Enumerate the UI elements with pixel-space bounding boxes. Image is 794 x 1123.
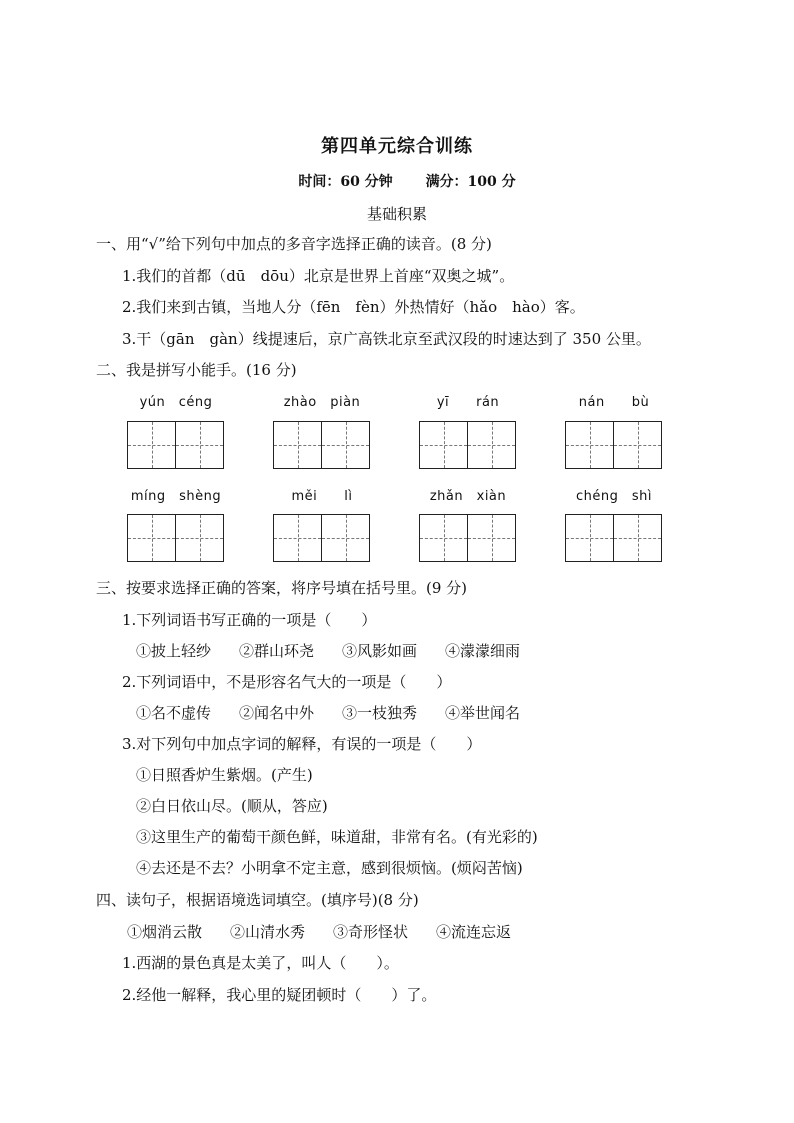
option: ③奇形怪状 <box>333 923 409 941</box>
q4-heading: 四、读句子，根据语境选词填空。(填序号)(8 分) <box>96 891 419 909</box>
q3-heading: 三、按要求选择正确的答案，将序号填在括号里。(9 分) <box>96 579 468 597</box>
pinyin-2: zhào piàn <box>283 395 361 410</box>
option: ①烟消云散 <box>127 923 203 941</box>
q4-item-2: 2.经他一解释，我心里的疑团顿时（ ）了。 <box>122 986 437 1004</box>
q1-heading: 一、用“√”给下列句中加点的多音字选择正确的读音。(8 分) <box>96 235 492 253</box>
writing-grid-3[interactable] <box>419 421 516 469</box>
pinyin-7: zhǎn xiàn <box>429 489 507 504</box>
pinyin-1: yún céng <box>139 395 213 410</box>
q3-sub3-line-2: ②白日依山尽。(顺从，答应) <box>136 797 328 815</box>
q1-item-1: 1.我们的首都（dū dōu）北京是世界上首座“双奥之城”。 <box>122 267 515 285</box>
option: ②山清水秀 <box>230 923 306 941</box>
q3-sub1-options <box>136 640 548 661</box>
q4-item-1: 1.西湖的景色真是太美了，叫人（ ）。 <box>122 954 399 972</box>
q3-sub3-line-1: ①日照香炉生紫烟。(产生) <box>136 766 313 784</box>
option: ①名不虚传 <box>136 704 212 722</box>
q3-sub2-options <box>136 702 548 723</box>
writing-grid-1[interactable] <box>127 421 224 469</box>
writing-grid-7[interactable] <box>419 514 516 562</box>
writing-grid-6[interactable] <box>273 514 370 562</box>
full-score: 满分：100 分 <box>425 174 516 190</box>
writing-grid-2[interactable] <box>273 421 370 469</box>
pinyin-4: nán bù <box>578 395 650 410</box>
option: ③一枝独秀 <box>342 704 418 722</box>
q1-item-2: 2.我们来到古镇，当地人分（fēn fèn）外热情好（hǎo hào）客。 <box>122 298 585 316</box>
q1-item-3: 3.干（gān gàn）线提速后，京广高铁北京至武汉段的时速达到了 350 公里。 <box>122 330 651 348</box>
q3-sub3-line-3: ③这里生产的葡萄干颜色鲜，味道甜，非常有名。(有光彩的) <box>136 828 538 846</box>
option: ①披上轻纱 <box>136 642 212 660</box>
q3-sub3-stem: 3.对下列句中加点字词的解释，有误的一项是（ ） <box>122 735 482 753</box>
option: ②群山环尧 <box>239 642 315 660</box>
q3-sub1-stem: 1.下列词语书写正确的一项是（ ） <box>122 611 377 629</box>
pinyin-3: yī rán <box>436 395 500 410</box>
q2-heading: 二、我是拼写小能手。(16 分) <box>96 361 297 379</box>
option: ④流连忘返 <box>436 923 512 941</box>
time-limit: 时间：60 分钟 <box>298 174 393 190</box>
pinyin-8: chéng shì <box>575 489 652 504</box>
option: ②闻名中外 <box>239 704 315 722</box>
q4-options <box>127 921 539 942</box>
pinyin-6: měi lì <box>291 489 353 504</box>
q3-sub2-stem: 2.下列词语中，不是形容名气大的一项是（ ） <box>122 673 452 691</box>
exam-meta <box>0 171 794 191</box>
writing-grid-4[interactable] <box>565 421 662 469</box>
q3-sub3-line-4: ④去还是不去？小明拿不定主意，感到很烦恼。(烦闷苦恼) <box>136 859 523 877</box>
option: ④濛濛细雨 <box>445 642 521 660</box>
option: ④举世闻名 <box>445 704 521 722</box>
option: ③风影如画 <box>342 642 418 660</box>
pinyin-5: míng shèng <box>130 489 222 504</box>
writing-grid-8[interactable] <box>565 514 662 562</box>
page-title: 第四单元综合训练 <box>321 136 473 157</box>
section-label: 基础积累 <box>366 205 427 223</box>
writing-grid-5[interactable] <box>127 514 224 562</box>
